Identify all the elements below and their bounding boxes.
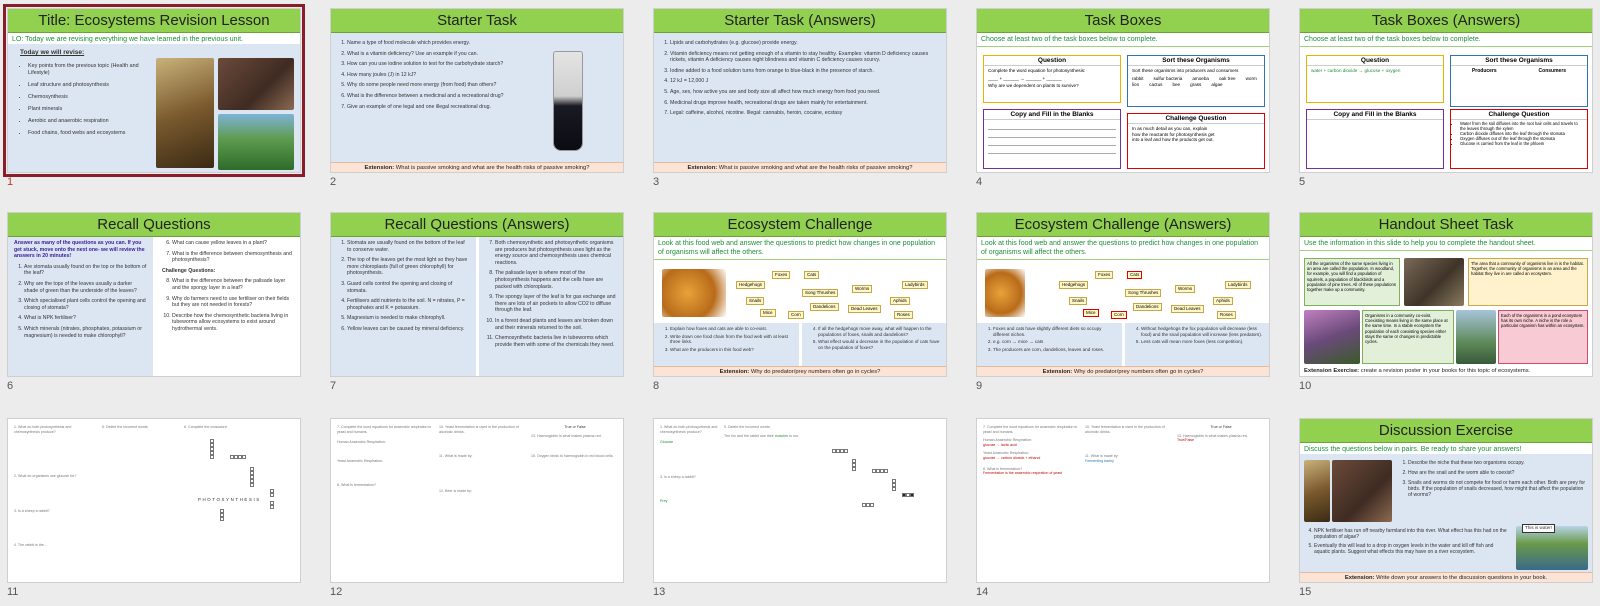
foodweb-node: Worms [1175,285,1195,293]
sort-box [1450,55,1588,107]
worksheet-column: 7. Complete the word equations for anaerobic respiration in yeast and humans. Human Anaerobic Respiration: Yeast Anaerobic Respiration: 8. What is fermentation? [337,425,432,488]
slide-thumbnail-13[interactable] [653,418,947,598]
list-item: 1. Are stomata usually found on the top or the bottom of the leaf? [24,264,147,277]
list-item: 4. Fertilisers add nutrients to the soil. N = nitrates, P = phosphates and K = potassium. [347,298,470,311]
slide-thumbnail-7[interactable] [330,212,624,392]
slide-number: 9 [976,380,983,392]
slide-title: Title: Ecosystems Revision Lesson [8,9,300,33]
list-item: 5. Magnesium is needed to make chlorophyll. [347,315,470,322]
challenge-box [1450,109,1588,169]
list-item: 2. Write down one food chain from the food web with at least three links. [670,334,793,345]
list-item: 5. What effect would a decrease in the population of cats have on the population of foxes? [818,339,940,350]
slide-subtitle: Choose at least two of the task boxes below to complete. [977,33,1269,47]
copy-box [983,109,1121,169]
slide-title: Task Boxes (Answers) [1300,9,1592,33]
animal-photo [1404,258,1464,306]
slide-number: 12 [330,586,343,598]
pond-photo [1456,310,1496,364]
challenge-box [1127,113,1265,169]
slide-body [8,44,300,172]
worm-photo [218,58,294,110]
learning-objective: LO: Today we are revising everything we have learned in the previous unit. [8,33,300,47]
list-item: • Carbon dioxide diffuses into the leaf through the stomata [1460,131,1584,136]
list-item: 4. 12 kJ = 12,000 J [670,78,940,85]
slide-title: Task Boxes [977,9,1269,33]
slide-thumbnail-9[interactable] [976,212,1270,392]
challenge-list [162,278,294,332]
slide-thumbnail-10[interactable] [1299,212,1593,392]
cat-image [985,269,1025,317]
organism: worm [1245,75,1257,81]
foodweb-node: Song Thrushes [1125,289,1161,297]
slide-13[interactable] [653,418,947,583]
organism: oak tree [1218,75,1236,81]
list-item: 8. The palisade layer is where most of the photosynthesis happens and the cells have are packed with chloroplasts. [495,270,617,290]
challenge-answers [1451,120,1587,146]
slide-12[interactable] [330,418,624,583]
worksheet-column: 7. Complete the word equations for anaerobic respiration in yeast and humans. Human Anaerobic Respiration: glucose → lactic acid Yeast Anaerobic Respiration: glucose → carbon dioxide + ethanol 8. What is fermentation? Fermentation is the anaerobic respiration of yeast [983,425,1078,476]
challenge-text: In as much detail as you can, explain how the reactants for photosynthesis get into a leaf and how the products get out. [1132,126,1215,143]
list-item: 2. How are the snail and the worm able to coexist? [1408,470,1588,476]
foodweb-node: Ladybirds [902,281,928,289]
slide-number: 13 [653,586,666,598]
flower-photo [1304,310,1360,364]
list-item: 4. What is NPK fertiliser? [24,315,147,322]
worksheet-column [102,425,182,430]
crossword-answer: PHOTOSYNTHESIS [198,497,261,502]
slide-10[interactable] [1299,212,1593,377]
slide-number: 14 [976,586,989,598]
box-heading: Sort these Organisms [1128,56,1264,66]
foodweb-node: Corn [1111,311,1127,319]
slide-11[interactable] [7,418,301,583]
slide-title: Ecosystem Challenge (Answers) [977,213,1269,237]
slide-thumbnail-6[interactable] [7,212,301,392]
foodweb-node: Roses [894,311,913,319]
list-item: 4. NPK fertiliser has run off nearby farmland into this river. What effect has this had on the population of algae? [1314,528,1510,540]
extension-text: What is passive smoking and what are the health risks of passive smoking? [718,165,913,171]
list-item: 1. Describe the niche that these two organisms occupy. [1408,460,1588,466]
list-item: 2. The top of the leaves get the most light so they have more chloroplasts (full of green chlorophyll) for photosynthesis. [347,257,470,277]
sort-box [1127,55,1265,107]
extension-label: Extension: [1344,575,1375,581]
extension-bar [977,366,1269,376]
organism: algae [1211,81,1223,87]
foodweb-node: Dandelions [1133,303,1162,311]
list-item: 1. Name a type of food molecule which provides energy. [347,40,542,47]
organism: cactus [1149,81,1163,87]
slide-title: Handout Sheet Task [1300,213,1592,237]
worksheet-column: 10. Yeast fermentation is used in the production of alcoholic drinks. 11. What is made by: 12. Beer is made by: [439,425,524,493]
foodweb-node: Hedgehogs [1059,281,1088,289]
slide-thumbnail-3[interactable] [653,8,947,188]
worksheet-column: True or False 13. Haemoglobin is what makes plasma red. True/False [1177,425,1265,443]
list-item: 1. Explain how foxes and cats are able to co-exist. [670,326,793,332]
slide-3[interactable] [653,8,947,173]
question-box [1306,55,1444,103]
worm-photo [1332,460,1392,522]
slide-number: 7 [330,380,337,392]
ecosystem-photo [218,114,294,170]
list-item: 10. Describe how the chemosynthetic bacteria living in tubeworms allow ecosystems to exist around hydrothermal vents. [172,313,294,333]
slide-number: 1 [7,176,14,188]
extension-text: What is passive smoking and what are the health risks of passive smoking? [395,165,590,171]
list-item: • Chemosynthesis [28,94,144,101]
slide-number: 3 [653,176,660,188]
organism: amoeba [1192,75,1209,81]
foodweb-node: Snails [1069,297,1087,305]
slide-thumbnail-8[interactable] [653,212,947,392]
extension-text: Why do predator/prey numbers often go in cycles? [1073,369,1204,375]
list-item: 2. Vitamin deficiency means not getting enough of a vitamin to stay healthy. Examples: vitamin D deficiency causes rickets, vitamin A deficiency causes night blindness and vitamin C deficiency causes scurvy. [670,51,940,64]
slide-title: Recall Questions [8,213,300,237]
slide-4[interactable] [976,8,1270,173]
question-list [14,264,147,339]
slide-thumbnail-1[interactable] [7,8,301,188]
list-item: 4. If all the hedgehogs move away, what will happen to the populations of foxes, snails and dandelions? [818,326,940,337]
box-heading: Copy and Fill in the Blanks [984,110,1120,120]
extension-bar [1300,366,1592,376]
slide-1[interactable] [7,8,301,173]
slide-subtitle: Choose at least two of the task boxes below to complete. [1300,33,1592,47]
worksheet-column: 5. Delete the incorrect words The fox and the rabbit use their muscles to run. [724,425,800,438]
revise-heading: Today we will revise: [20,49,85,56]
slide-title: Recall Questions (Answers) [331,213,623,237]
list-item: 5. Less cats will mean more foxes (less competition). [1141,339,1263,345]
box-heading: Challenge Question [1128,114,1264,124]
test-tube-photo [553,51,583,151]
snail-photo [156,58,214,168]
list-item: 11. Chemosynthetic bacteria live in tubeworms which provide them with some of the chemicals they need. [495,335,617,348]
slide-number: 2 [330,176,337,188]
list-item: • Glucose is carried from the leaf in the phloem [1460,141,1584,146]
sort-text: Sort these organisms into producers and consumers [1132,68,1239,73]
slide-thumbnail-14[interactable] [976,418,1270,598]
producers-heading: Producers [1471,68,1497,74]
right-questions [802,323,946,366]
foodweb-node: Cats [1127,271,1142,279]
list-item: 7. Legal: caffeine, alcohol, nicotine. Illegal: cannabis, heroin, cocaine, ecstasy [670,110,940,117]
slide-number: 15 [1299,586,1312,598]
right-column [479,237,623,376]
slide-number: 8 [653,380,660,392]
list-item: 2. Why are the tops of the leaves usually a darker shade of green than the underside of the leaves? [24,281,147,294]
slide-thumbnail-15[interactable] [1299,418,1593,598]
foodweb-node: Snails [746,297,764,305]
worksheet-text: 7. Complete the word equations for anaerobic respiration in yeast and humans. [337,425,432,434]
list-item: 10. In a forest dead plants and leaves are broken down and their minerals returned to the soil. [495,318,617,331]
foodweb-node: Aphids [890,297,910,305]
list-item: 4. How many joules (J) in 12 kJ? [347,72,542,79]
slide-5[interactable] [1299,8,1593,173]
foodweb-node: Foxes [772,271,790,279]
blank-line [988,142,1116,146]
box-heading: Copy and Fill in the Blanks [1307,110,1443,120]
left-column [8,237,153,376]
slide-thumbnail-5[interactable] [1299,8,1593,188]
question-box [983,55,1121,103]
cat-image [662,269,726,317]
slide-subtitle: Discuss the questions below in pairs. Be ready to share your answers! [1300,443,1592,457]
foodweb-node: Dandelions [810,303,839,311]
foodweb-node: Dead Leaves [848,305,881,313]
foodweb-node: Hedgehogs [736,281,765,289]
worksheet-column [184,425,294,430]
crossword-grid [190,439,290,539]
organism-list [1128,76,1264,88]
slide-thumbnail-12[interactable] [330,418,624,598]
challenge-heading: Challenge Questions: [162,267,216,274]
list-item: • Water from the soil diffuses into the root hair cells and travels to the leaves through the xylem [1460,121,1584,131]
box-heading: Sort these Organisms [1451,56,1587,66]
crossword-grid [822,439,932,539]
extension-text: Write down your answers to the discussion questions in your book. [1376,575,1548,581]
left-questions [654,323,799,366]
foodweb-node: Corn [788,311,804,319]
slide-title: Starter Task (Answers) [654,9,946,33]
foodweb-node: Aphids [1213,297,1233,305]
answer-text: glucose → carbon dioxide + ethanol [983,455,1041,460]
box-heading: Question [984,56,1120,66]
revise-list [14,63,144,137]
list-item: 6. What is the difference between a medicinal and a recreational drug? [347,93,542,100]
list-item: 5. Age, sex, how active you are and body size all affect how much energy from food you need. [670,89,940,96]
slide-body [654,33,946,162]
list-item: 4. Without hedgehogs the fox population will decrease (less food) and the snail population will increase (less predators). [1141,326,1263,337]
list-item: 2. e.g. corn → mice → cats [993,339,1116,345]
question-list [337,40,542,110]
answer-list [337,240,470,333]
water-callout: This is water! [1522,524,1555,533]
slide-number: 6 [7,380,14,392]
list-item: 3. Iodine added to a food solution turns from orange to blue-black in the presence of starch. [670,68,940,75]
slide-thumbnail-11[interactable] [7,418,301,598]
slide-body [331,33,623,162]
foodweb-node: Mice [1083,309,1099,317]
slide-subtitle: Use the information in this slide to help you to complete the handout sheet. [1300,237,1592,251]
slide-number: 10 [1299,380,1312,392]
extension-bar [331,162,623,172]
list-item: • Key points from the previous topic (Health and Lifestyle) [28,63,144,77]
snail-photo [1304,460,1330,522]
slide-title: Discussion Exercise [1300,419,1592,443]
worksheet-column: True or False 13. Haemoglobin is what makes plasma red. 15. Oxygen binds to haemoglobin in red blood cells. [531,425,619,459]
left-answers [977,323,1122,366]
list-item: 7. Both chemosynthetic and photosynthetic organisms are producers but photosynthesis uses light as the energy source and chemosynthesis uses chemical reactions. [495,240,617,266]
left-column [331,237,476,376]
answer-list [485,240,617,348]
slide-7[interactable] [330,212,624,377]
slide-thumbnail-4[interactable] [976,8,1270,188]
list-item: 1. Lipids and carbohydrates (e.g. glucose) provide energy. [670,40,940,47]
question-list [1304,528,1510,559]
organism: lion [1132,81,1140,87]
worksheet-column: 1. What do both photosynthesis and chemosynthesis produce? 2. What do organisms use glucose for? 3. Is a sheep a rabbit? 4. The rabbit is the... [14,425,94,548]
list-item: • Aerobic and anaerobic respiration [28,118,144,125]
slide-2[interactable] [330,8,624,173]
slide-title: Ecosystem Challenge [654,213,946,237]
question-1: Complete the word equation for photosynthesis: [988,68,1086,73]
slide-number: 11 [7,586,19,598]
worksheet-column: 1. What do both photosynthesis and chemosynthesis produce? Glucose 3. Is a sheep a rabbit? Prey [660,425,718,504]
box-heading: Challenge Question [1451,110,1587,120]
sort-columns [1451,66,1587,74]
extension-label: Extension: [719,369,750,375]
box-text: Complete the word equation for photosynthesis: ____ + ______ → ______ + ______ Why are we dependent on plants to survive? [984,66,1120,91]
river-photo [1516,526,1588,570]
slide-body [1300,454,1592,572]
slide-title: Starter Task [331,9,623,33]
foodweb-node: Worms [852,285,872,293]
box-heading: Question [1307,56,1443,66]
worksheet-text: 6. Complete the crossword [184,425,227,429]
worksheet-text: 5. Delete the incorrect words [102,425,148,429]
answer-list [983,326,1116,352]
blank-line [988,134,1116,138]
extension-label: Extension: [364,165,395,171]
list-item: 9. The spongy layer of the leaf is for gas exchange and there are lots of air pockets to allow CO2 to diffuse through the leaf. [495,294,617,314]
extension-bar [1300,572,1592,582]
organism: bee [1172,81,1181,87]
list-item: 5. Which minerals (nitrates, phosphates, potassium or magnesium) is needed to make chlorophyll? [24,326,147,339]
slide-thumbnail-2[interactable] [330,8,624,188]
question-list [660,326,793,352]
list-item: 6. What can cause yellow leaves in a plant? [172,240,294,247]
answer-list [660,40,940,117]
question-list [1398,460,1588,502]
blank-line [988,126,1116,130]
consumers-heading: Consumers [1538,68,1567,74]
list-item: 6. Medicinal drugs improve health, recreational drugs are taken mainly for entertainment. [670,100,940,107]
foodweb-node: Dead Leaves [1171,305,1204,313]
foodweb-node: Cats [804,271,819,279]
worksheet-text: 1. What do both photosynthesis and chemosynthesis produce? [14,425,72,434]
list-item: • Oxygen diffuses out of the leaf through the stomata [1460,136,1584,141]
list-item: 7. Give an example of one legal and one illegal recreational drug. [347,104,542,111]
list-item: • Food chains, food webs and ecosystems [28,130,144,137]
list-item: 5. Eventually this will lead to a drop in oxygen levels in the water and kill off fish and aquatic plants. Suggest what effects this may have on a river ecosystem. [1314,543,1510,555]
list-item: 1. Foxes and cats have slightly different diets so occupy different niches. [993,326,1116,337]
list-item: 6. Yellow leaves can be caused by mineral deficiency. [347,326,470,333]
list-item: 3. The producers are corn, dandelions, leaves and roses. [993,347,1116,353]
foodweb-node: Mice [760,309,776,317]
list-item: 3. What are the producers in this food web? [670,347,793,353]
extension-label: Extension: [1042,369,1073,375]
tf-heading: True or False [1210,425,1232,429]
foodweb-node: Roses [1217,311,1236,319]
question-list [162,240,294,264]
list-item: 5. Why do some people need more energy (from food) than others? [347,82,542,89]
extension-text: Why do predator/prey numbers often go in cycles? [750,369,881,375]
niche-panel: Each of the organisms in a pond ecosystem has its own niche. A niche is the role a particular organism has within an ecosystem. [1498,310,1588,364]
list-item: • Plant minerals [28,106,144,113]
list-item: 2. What is a vitamin deficiency? Use an example if you can. [347,51,542,58]
list-item: 8. What is the difference between the palisade layer and the spongy layer in a leaf? [172,278,294,291]
slide-8[interactable] [653,212,947,377]
list-item: 3. Snails and worms do not compete for food or harm each other. Both are prey for birds. If the population of snails decreased, how might that affect the population of worms? [1408,480,1588,498]
habitat-panel: The area that a community of organisms live in is the habitat. Together, the community of organisms in an area and the habitat they live in are called an ecosystem. [1468,258,1588,306]
foodweb-node: Song Thrushes [802,289,838,297]
worksheet-text: 10. Yeast fermentation is used in the production of alcoholic drinks. [439,425,519,434]
slide-15[interactable] [1299,418,1593,583]
slide-subtitle: Look at this food web and answer the questions to predict how changes in one population of organisms will affect the others. [654,237,946,260]
extension-bar [654,366,946,376]
right-answers [1125,323,1269,366]
slide-6[interactable] [7,212,301,377]
slide-subtitle: Look at this food web and answer the questions to predict how changes in one population of organisms will affect the others. [977,237,1269,260]
slide-14[interactable] [976,418,1270,583]
population-panel: All the organisms of the same species living in an area are called the population. In woodland, for example, you will find a population of squirrels, a population of blackbirds and a population of pine trees. All of these populations together make up a community. [1304,258,1400,306]
extension-label: Extension: [687,165,718,171]
organism: rabbit [1132,75,1144,81]
question-list [808,326,940,350]
answer-list [1131,326,1263,345]
blank-line [988,150,1116,154]
extension-bar [654,162,946,172]
slide-9[interactable] [976,212,1270,377]
list-item: 1. Stomata are usually found on the bottom of the leaf to conserve water. [347,240,470,253]
foodweb-node: Ladybirds [1225,281,1251,289]
slide-number: 4 [976,176,983,188]
intro-text: Answer as many of the questions as you can. If you get stuck, move onto the next one- we will review the answers in 20 minutes! [14,240,145,260]
foodweb-node: Foxes [1095,271,1113,279]
equation-answer: water + carbon dioxide → glucose + oxygen [1311,68,1401,73]
list-item: • Leaf structure and photosynthesis [28,82,144,89]
list-item: 7. What is the difference between chemosynthesis and photosynthesis? [172,251,294,264]
question-2: Why are we dependent on plants to survive? [988,83,1079,89]
worksheet-column: 10. Yeast fermentation is used in the production of alcoholic drinks. 11. What is made by: Fermenting barley [1085,425,1165,463]
slide-number: 5 [1299,176,1306,188]
tf-heading: True or False [564,425,586,429]
copy-box [1306,109,1444,169]
right-column [156,237,300,376]
extension-label: Extension Exercise: [1304,368,1360,374]
worksheet-text: 7. Complete the word equations for anaerobic respiration in yeast and humans. [983,425,1078,434]
extension-text: create a revision poster in your books for this topic of ecosystems. [1360,368,1531,374]
organism: grass [1190,81,1202,87]
list-item: 3. Which specialised plant cells control the opening and closing of stomata? [24,298,147,311]
answer-text: glucose → lactic acid [983,442,1017,447]
list-item: 3. Guard cells control the opening and closing of stomata. [347,281,470,294]
list-item: 9. Why do farmers need to use fertiliser on their fields but they are not needed in forests? [172,296,294,309]
list-item: 3. How can you use iodine solution to test for the carbohydrate starch? [347,61,542,68]
coexist-panel: Organisms in a community co-exist. Coexisting means living in the same place at the same time. In a stable ecosystem the population of each coexisting species either stays the same or changes in predictable cycles. [1362,310,1454,364]
organism: sulfur bacteria [1153,75,1183,81]
